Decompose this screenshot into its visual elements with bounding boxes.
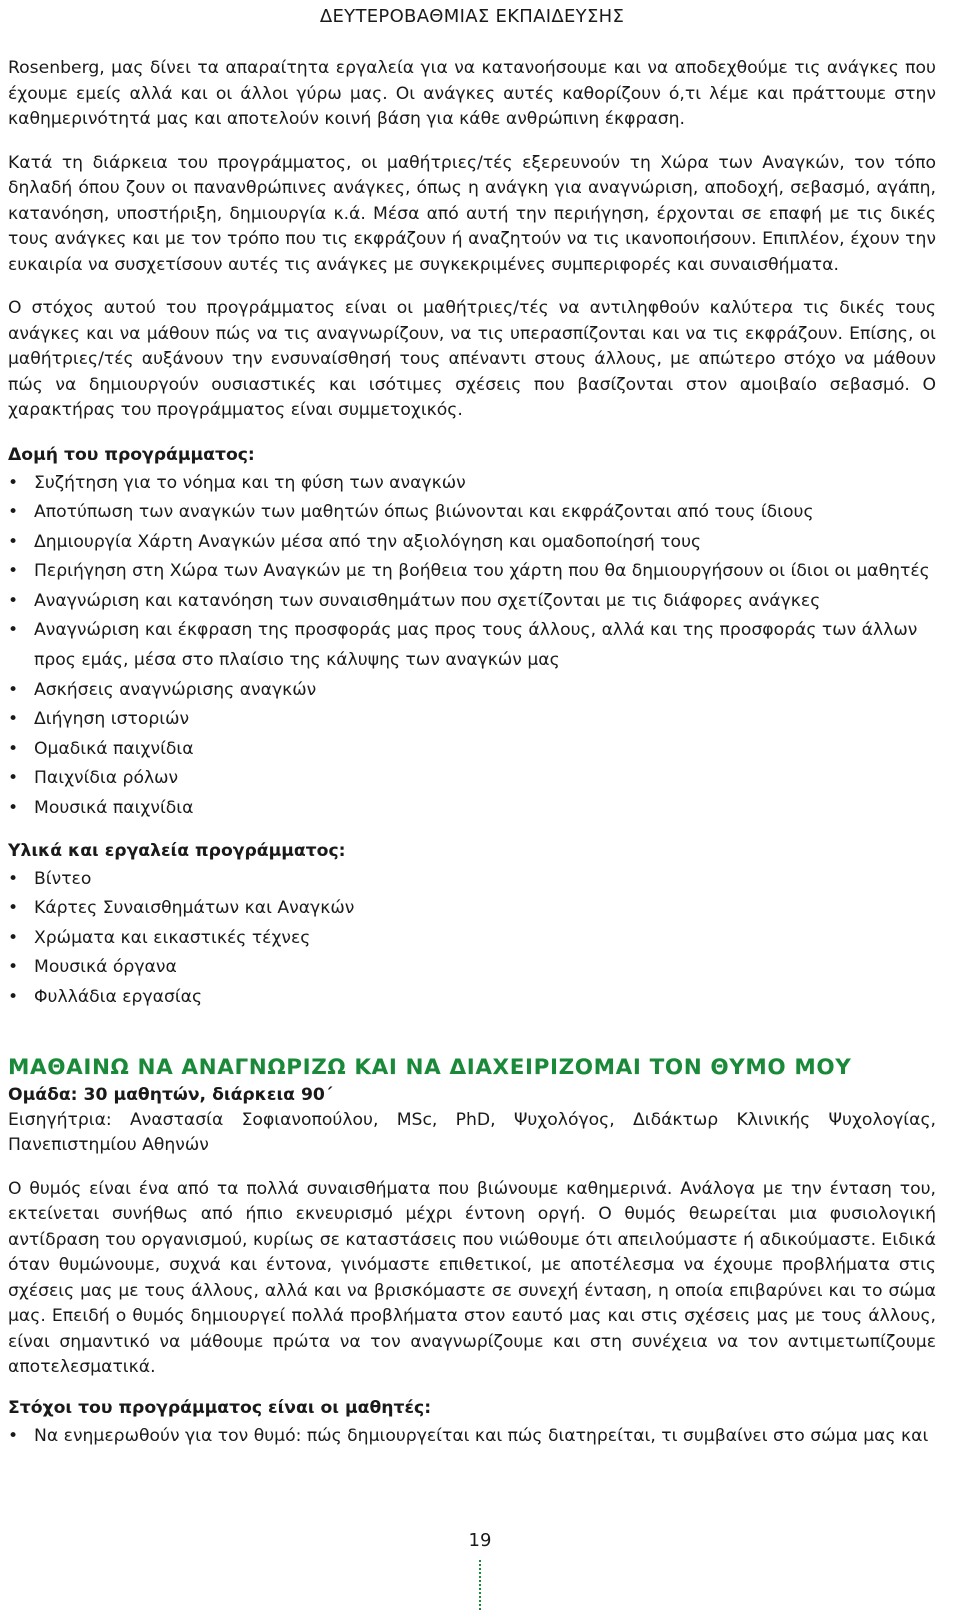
bullet-icon: •	[8, 957, 19, 978]
bullet-icon: •	[8, 531, 19, 552]
bullet-icon: •	[8, 679, 19, 700]
goals-list	[8, 1422, 936, 1452]
list-item: • Ομαδικά παιχνίδια	[8, 735, 936, 765]
list-item: • Βίντεο	[8, 865, 936, 895]
page-number: 19	[468, 1530, 492, 1551]
bullet-icon: •	[8, 590, 19, 611]
bullet-icon: •	[8, 502, 19, 523]
bullet-icon: •	[8, 472, 19, 493]
bullet-icon: •	[8, 868, 19, 889]
section-title: ΜΑΘΑΙΝΩ ΝΑ ΑΝΑΓΝΩΡΙΖΩ ΚΑΙ ΝΑ ΔΙΑΧΕΙΡΙΖΟΜΑΙ ΤΟΝ ΘΥΜΟ ΜΟΥ	[8, 1054, 852, 1080]
dotted-divider	[479, 1560, 481, 1610]
bullet-icon: •	[8, 798, 19, 819]
bullet-icon: •	[8, 898, 19, 919]
bullet-icon: •	[8, 738, 19, 759]
structure-list	[8, 469, 936, 824]
bullet-icon: •	[8, 768, 19, 789]
list-item: • Δημιουργία Χάρτη Αναγκών μέσα από την αξιολόγηση και ομαδοποίησή τους	[8, 528, 936, 558]
list-item: • Χρώματα και εικαστικές τέχνες	[8, 924, 936, 954]
bullet-icon: •	[8, 620, 19, 641]
list-item: • Συζήτηση για το νόημα και τη φύση των αναγκών	[8, 469, 936, 499]
list-item: • Να ενημερωθούν για τον θυμό: πώς δημιουργείται και πώς διατηρείται, τι συμβαίνει στο σώμα μας και	[8, 1422, 936, 1452]
paragraph: Ο θυμός είναι ένα από τα πολλά συναισθήματα που βιώνουμε καθημερινά. Ανάλογα με την ένταση του, εκτείνεται συνήθως από ήπιο εκνευρισμό μέχρι έντονη οργή. Ο θυμός θεωρείται μια φυσιολογική αντίδραση του οργανισμού, κυρίως σε καταστάσεις που νιώθουμε ότι απειλούμαστε ή αδικούμαστε. Ειδικά όταν θυμώνουμε, συχνά και έντονα, γινόμαστε επιθετικοί, με αποτέλεσμα να έχουμε προβλήματα στις σχέσεις μας με τους άλλους, αλλά και να βρισκόμαστε σε συνεχή ένταση, η οποία επιβαρύνει και το σώμα μας. Επειδή ο θυμός δημιουργεί πολλά προβλήματα στον εαυτό μας και στις σχέσεις μας με τους άλλους, είναι σημαντικό να μάθουμε πρώτα να τον αναγνωρίζουμε και στη συνέχεια να τον αντιμετωπίζουμε αποτελεσματικά.	[8, 1178, 936, 1378]
materials-heading: Υλικά και εργαλεία προγράμματος:	[8, 840, 346, 861]
document-page	[8, 0, 936, 1451]
list-item: • Παιχνίδια ρόλων	[8, 764, 936, 794]
materials-list	[8, 865, 936, 1013]
list-item: • Αποτύπωση των αναγκών των μαθητών όπως βιώνονται και εκφράζονται από τους ίδιους	[8, 498, 936, 528]
structure-heading: Δομή του προγράμματος:	[8, 444, 255, 465]
paragraph: Κατά τη διάρκεια του προγράμματος, οι μαθήτριες/τές εξερευνούν τη Χώρα των Αναγκών, τον τόπο δηλαδή όπου ζουν οι πανανθρώπινες ανάγκες, όπως η ανάγκη για αναγνώριση, αποδοχή, σεβασμό, αγάπη, κατανόηση, υποστήριξη, δημιουργία κ.ά. Μέσα από αυτή την περιήγηση, έρχονται σε επαφή με τις δικές τους ανάγκες και με τον τρόπο που τις εκφράζουν ή αναζητούν να τις ικανοποιήσουν. Επιπλέον, έχουν την ευκαιρία να συσχετίσουν αυτές τις ανάγκες με συγκεκριμένες συμπεριφορές και συναισθήματα.	[8, 152, 936, 275]
goals-heading: Στόχοι του προγράμματος είναι οι μαθητές:	[8, 1397, 432, 1418]
list-item: • Μουσικά όργανα	[8, 953, 936, 983]
bullet-icon: •	[8, 561, 19, 582]
list-item: • Κάρτες Συναισθημάτων και Αναγκών	[8, 894, 936, 924]
running-header: ΔΕΥΤΕΡΟΒΑΘΜΙΑΣ ΕΚΠΑΙΔΕΥΣΗΣ	[319, 6, 625, 27]
paragraph: Ο στόχος αυτού του προγράμματος είναι οι μαθήτριες/τές να αντιληφθούν καλύτερα τις δικές τους ανάγκες και να μάθουν πώς να τις αναγνωρίζουν, να τις υπερασπίζονται και να τις εκφράζουν. Επίσης, οι μαθήτριες/τές αυξάνουν την ενσυναίσθησή τους απέναντι στους άλλους, με απώτερο στόχο να μάθουν πώς να δημιουργούν ουσιαστικές και ισότιμες σχέσεις που βασίζονται στον αμοιβαίο σεβασμό. Ο χαρακτήρας του προγράμματος είναι συμμετοχικός.	[8, 298, 936, 420]
list-item: • Ασκήσεις αναγνώρισης αναγκών	[8, 676, 936, 706]
list-item: • Φυλλάδια εργασίας	[8, 983, 936, 1013]
group-info: Ομάδα: 30 μαθητών, διάρκεια 90΄	[8, 1084, 333, 1105]
list-item: • Αναγνώριση και έκφραση της προσφοράς μας προς τους άλλους, αλλά και της προσφοράς των άλλων προς εμάς, μέσα στο πλαίσιο της κάλυψης των αναγκών μας	[8, 616, 936, 675]
list-item: • Διήγηση ιστοριών	[8, 705, 936, 735]
paragraph: Rosenberg, μας δίνει τα απαραίτητα εργαλεία για να κατανοήσουμε και να αποδεχθούμε τις ανάγκες που έχουμε εμείς αλλά και οι άλλοι γύρω μας. Οι ανάγκες αυτές καθορίζουν ό,τι λέμε και πράττουμε στην καθημερινότητά μας και αποτελούν κοινή βάση για κάθε ανθρώπινη έκφραση.	[8, 58, 936, 129]
bullet-icon: •	[8, 927, 19, 948]
list-item: • Περιήγηση στη Χώρα των Αναγκών με τη βοήθεια του χάρτη που θα δημιουργήσουν οι ίδιοι οι μαθητές	[8, 557, 936, 587]
bullet-icon: •	[8, 1425, 19, 1446]
bullet-icon: •	[8, 987, 19, 1007]
speaker-info: Εισηγήτρια: Αναστασία Σοφιανοπούλου, MSc, PhD, Ψυχολόγος, Διδάκτωρ Κλινικής Ψυχολογίας, Πανεπιστημίου Αθηνών	[8, 1109, 936, 1156]
list-item: • Μουσικά παιχνίδια	[8, 794, 936, 824]
list-item: • Αναγνώριση και κατανόηση των συναισθημάτων που σχετίζονται με τις διάφορες ανάγκες	[8, 587, 936, 617]
bullet-icon: •	[8, 709, 19, 730]
